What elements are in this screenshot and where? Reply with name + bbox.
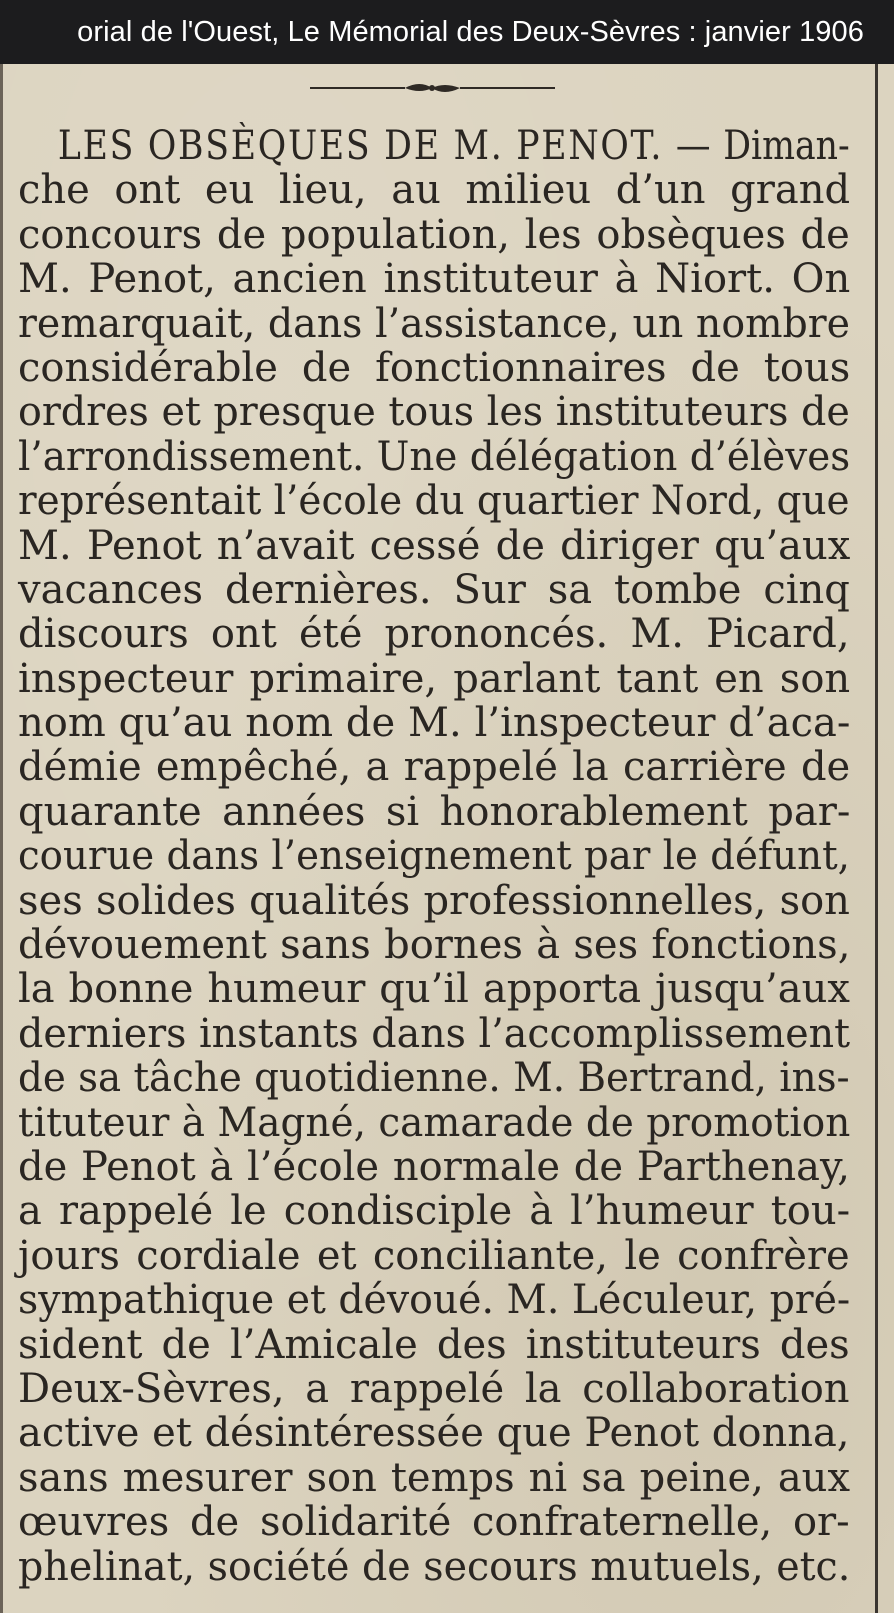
newspaper-page bbox=[0, 64, 894, 1613]
article-line: concours de population, les obsèques de bbox=[18, 211, 850, 258]
article-line: tituteur à Magné, camarade de promotion bbox=[18, 1099, 851, 1146]
article-line: Deux-Sèvres, a rappelé la collaboration bbox=[18, 1365, 850, 1412]
article-line: phelinat, société de secours mutuels, etc. bbox=[18, 1543, 851, 1590]
article-line: Diman- bbox=[723, 123, 850, 169]
decorative-ornament-icon bbox=[310, 78, 555, 98]
article-line: l’arrondissement. Une délégation d’élèves bbox=[18, 433, 851, 480]
article-line: œuvres de solidarité confraternelle, or- bbox=[18, 1499, 850, 1546]
column-rule bbox=[875, 64, 878, 1613]
article-line: vacances dernières. Sur sa tombe cinq bbox=[18, 566, 850, 613]
article-line: de Penot à l’école normale de Parthenay, bbox=[18, 1143, 850, 1190]
title-bar bbox=[0, 0, 894, 64]
article-line: courue dans l’enseignement par le défunt, bbox=[18, 833, 850, 880]
article-body bbox=[18, 124, 850, 1589]
article-line: représentait l’école du quartier Nord, que bbox=[18, 478, 850, 525]
article-line: che ont eu lieu, au milieu d’un grand bbox=[18, 167, 851, 214]
article-first-line bbox=[18, 124, 890, 168]
article-line: ordres et presque tous les instituteurs de bbox=[18, 389, 850, 436]
article-line: dévouement sans bornes à ses fonctions, bbox=[18, 922, 851, 969]
article-line: inspecteur primaire, parlant tant en son bbox=[18, 655, 851, 702]
article-line: considérable de fonctionnaires de tous bbox=[18, 344, 851, 391]
article-line: remarquait, dans l’assistance, un nombre bbox=[18, 300, 851, 347]
document-title: orial de l'Ouest, Le Mémorial des Deux-Sèvres : janvier 1906 bbox=[77, 16, 864, 48]
article-line: nom qu’au nom de M. l’inspecteur d’aca- bbox=[18, 700, 851, 747]
article-line: sident de l’Amicale des instituteurs des bbox=[18, 1321, 850, 1368]
article-line: jours cordiale et conciliante, le confrère bbox=[18, 1232, 850, 1279]
article-line: a rappelé le condisciple à l’humeur tou- bbox=[18, 1188, 851, 1235]
article-line: M. Penot n’avait cessé de diriger qu’aux bbox=[18, 522, 851, 569]
article-line: ses solides qualités professionnelles, son bbox=[18, 877, 850, 924]
article-line: de sa tâche quotidienne. M. Bertrand, ins- bbox=[18, 1055, 850, 1102]
article-line: derniers instants dans l’accomplissement bbox=[18, 1010, 851, 1057]
article-line: active et désintéressée que Penot donna, bbox=[18, 1410, 850, 1457]
left-page-edge bbox=[0, 64, 3, 1613]
article-line: sympathique et dévoué. M. Léculeur, pré- bbox=[18, 1277, 851, 1324]
article-heading: LES OBSÈQUES DE M. PENOT. — bbox=[57, 123, 713, 169]
article-line: démie empêché, a rappelé la carrière de bbox=[18, 744, 851, 791]
article-line: sans mesurer son temps ni sa peine, aux bbox=[18, 1454, 850, 1501]
article-line: discours ont été prononcés. M. Picard, bbox=[18, 611, 850, 658]
article-line: la bonne humeur qu’il apporta jusqu’aux bbox=[18, 966, 850, 1013]
article-line: quarante années si honorablement par- bbox=[18, 788, 851, 835]
article-line: M. Penot, ancien instituteur à Niort. On bbox=[18, 256, 851, 303]
